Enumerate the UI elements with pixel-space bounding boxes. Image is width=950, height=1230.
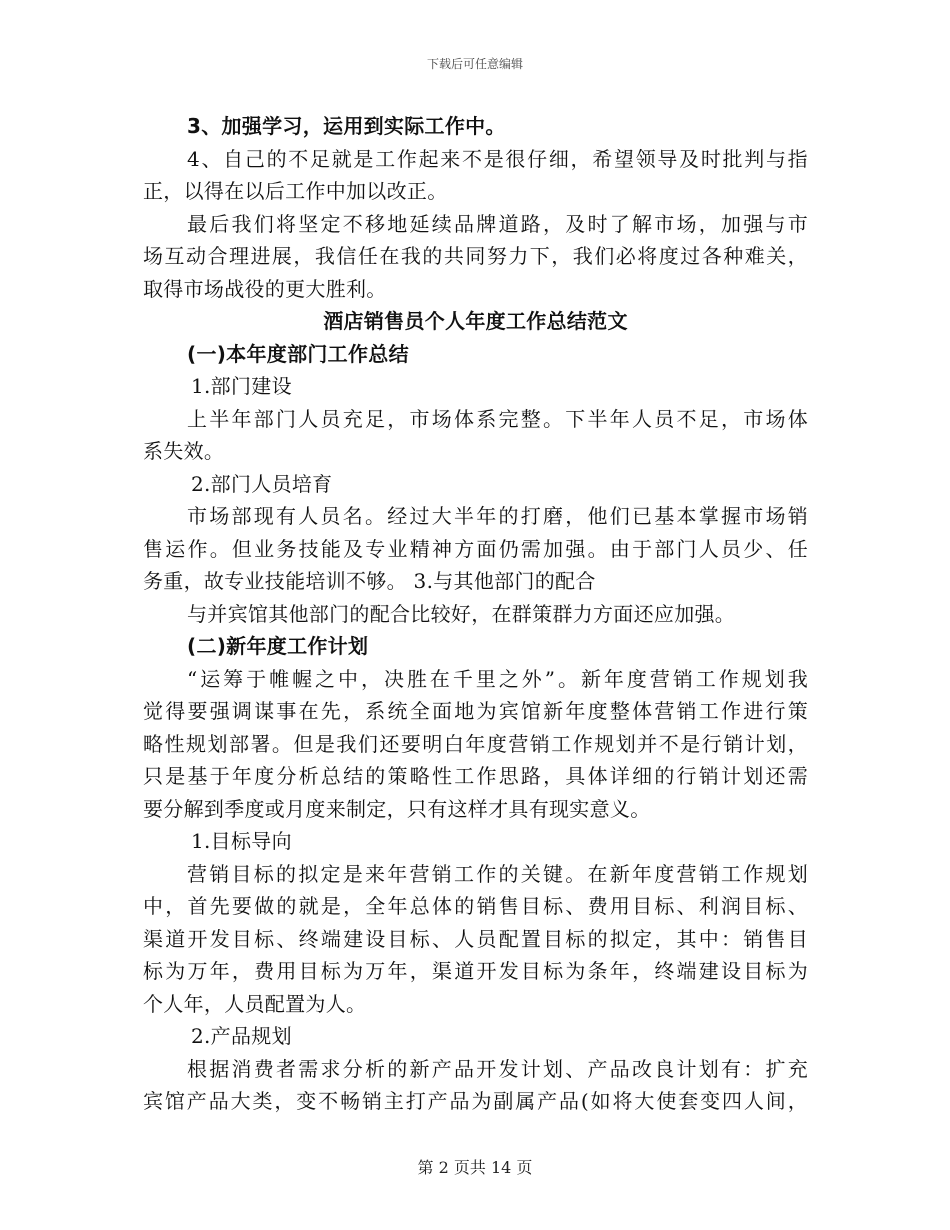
text-line: 2.产品规划 (191, 1024, 292, 1048)
text-line: 个人年，人员配置为人。 (143, 991, 367, 1016)
page-header: 下载后可任意编辑 (426, 57, 523, 71)
document-body (143, 110, 808, 1118)
text-line: 4、自己的不足就是工作起来不是很仔细，希望领导及时批判与指 (187, 146, 808, 171)
text-line: 根据消费者需求分析的新产品开发计划、产品改良计划有：扩充 (187, 1056, 808, 1081)
text-line: “运筹于帷幄之中，决胜在千里之外”。新年度营销工作规划我 (187, 666, 808, 691)
text-line: 市场部现有人员名。经过大半年的打磨，他们已基本掌握市场销 (187, 504, 808, 528)
page-footer: 第 2 页共 14 页 (417, 1158, 533, 1177)
text-line: 要分解到季度或月度来制定，只有这样才具有现实意义。 (143, 796, 651, 821)
text-line: 标为万年，费用目标为万年，渠道开发目标为条年，终端建设目标为 (143, 959, 808, 983)
text-line: 上半年部门人员充足，市场体系完整。下半年人员不足，市场体 (187, 406, 808, 431)
text-line: 最后我们将坚定不移地延续品牌道路，及时了解市场，加强与市 (187, 211, 808, 236)
text-line: 1.部门建设 (191, 374, 292, 398)
text-line: 3、加强学习，运用到实际工作中。 (187, 114, 506, 138)
text-line: 1.目标导向 (191, 829, 292, 853)
text-line: 渠道开发目标、终端建设目标、人员配置目标的拟定，其中：销售目 (143, 926, 808, 951)
text-line: 只是基于年度分析总结的策略性工作思路，具体详细的行销计划还需 (143, 764, 808, 788)
text-line: 场互动合理进展，我信任在我的共同努力下，我们必将度过各种难关， (143, 244, 808, 268)
text-line: (二)新年度工作计划 (187, 634, 369, 658)
text-line: 售运作。但业务技能及专业精神方面仍需加强。由于部门人员少、任 (143, 536, 808, 561)
text-line: 与并宾馆其他部门的配合比较好，在群策群力方面还应加强。 (187, 601, 736, 626)
text-line: 略性规划部署。但是我们还要明白年度营销工作规划并不是行销计划， (143, 731, 808, 756)
text-line: 系失效。 (143, 439, 225, 463)
text-line: 正，以得在以后工作中加以改正。 (143, 179, 448, 203)
text-line: 2.部门人员培育 (191, 471, 333, 496)
text-line: (一)本年度部门工作总结 (187, 341, 409, 366)
text-line: 觉得要强调谋事在先，系统全面地为宾馆新年度整体营销工作进行策 (143, 699, 808, 723)
text-line: 营销目标的拟定是来年营销工作的关键。在新年度营销工作规划 (187, 861, 808, 886)
text-line: 取得市场战役的更大胜利。 (143, 276, 387, 301)
text-line: 宾馆产品大类，变不畅销主打产品为副属产品(如将大使套变四人间， (143, 1089, 808, 1113)
text-line: 务重，故专业技能培训不够。 3.与其他部门的配合 (143, 569, 596, 593)
text-line: 中，首先要做的就是，全年总体的销售目标、费用目标、利润目标、 (143, 894, 808, 918)
text-line: 酒店销售员个人年度工作总结范文 (323, 309, 628, 333)
